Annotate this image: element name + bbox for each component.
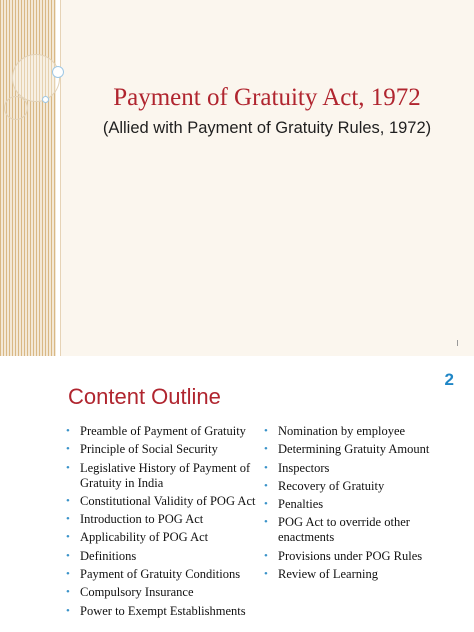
outline-item xyxy=(264,567,460,582)
outline-item-label: Power to Exempt Establishments xyxy=(80,603,246,618)
decorative-stripe-bar xyxy=(0,0,56,356)
outline-item xyxy=(66,585,266,600)
decorative-dot xyxy=(42,96,49,103)
outline-item-label: Constitutional Validity of POG Act xyxy=(80,493,256,508)
bullet-icon: • xyxy=(264,425,268,437)
outline-item-label: Provisions under POG Rules xyxy=(278,548,423,563)
outline-item xyxy=(264,461,460,476)
outline-item xyxy=(264,479,460,494)
outline-item-label: Determining Gratuity Amount xyxy=(278,442,430,457)
bullet-icon: • xyxy=(66,494,70,507)
slide-number: 2 xyxy=(444,370,454,389)
outline-item-label: Legislative History of Payment of Gratuity in India xyxy=(80,460,251,490)
bullet-icon: • xyxy=(66,443,70,456)
bullet-icon: • xyxy=(264,568,268,581)
bullet-icon: • xyxy=(264,498,268,511)
bullet-icon: • xyxy=(264,461,268,474)
outline-item-label: Review of Learning xyxy=(278,567,378,582)
outline-item-label: Principle of Social Security xyxy=(80,442,218,457)
slide-subtitle: (Allied with Payment of Gratuity Rules, 1972) xyxy=(102,119,432,137)
decorative-circle-large xyxy=(12,54,60,102)
bullet-icon: • xyxy=(66,586,70,599)
bullet-icon: • xyxy=(66,461,70,474)
bullet-icon: • xyxy=(264,479,268,492)
outline-item-label: Definitions xyxy=(80,548,137,563)
content-outline-slide xyxy=(0,358,474,632)
bullet-icon: • xyxy=(66,568,70,581)
bullet-icon: • xyxy=(66,425,70,437)
decorative-ring xyxy=(52,66,64,78)
outline-item xyxy=(264,515,460,545)
outline-item xyxy=(66,442,266,457)
bullet-icon: • xyxy=(264,549,268,562)
decorative-line xyxy=(60,0,61,356)
outline-item-label: Compulsory Insurance xyxy=(80,585,194,600)
outline-item-label: Preamble of Payment of Gratuity xyxy=(80,424,246,438)
outline-item-label: Nomination by employee xyxy=(278,424,406,438)
bullet-icon: • xyxy=(264,516,268,529)
outline-item-label: POG Act to override other enactments xyxy=(278,515,410,545)
bullet-icon: • xyxy=(264,443,268,456)
page-mark xyxy=(457,340,458,346)
outline-item xyxy=(264,442,460,457)
outline-item xyxy=(264,424,460,439)
outline-item xyxy=(66,604,266,619)
outline-item xyxy=(66,512,266,527)
outline-item-label: Inspectors xyxy=(278,460,330,475)
outline-item-label: Introduction to POG Act xyxy=(80,512,204,527)
outline-item xyxy=(66,549,266,564)
bullet-icon: • xyxy=(66,604,70,617)
outline-item-label: Payment of Gratuity Conditions xyxy=(80,567,241,582)
outline-item-label: Penalties xyxy=(278,497,324,512)
outline-item-label: Recovery of Gratuity xyxy=(278,478,385,493)
bullet-icon: • xyxy=(66,531,70,544)
outline-item xyxy=(66,424,266,439)
outline-right-column xyxy=(264,424,460,585)
bullet-icon: • xyxy=(66,549,70,562)
outline-item xyxy=(66,567,266,582)
outline-item xyxy=(264,497,460,512)
outline-left-column xyxy=(66,424,266,622)
outline-item xyxy=(66,494,266,509)
outline-item xyxy=(66,461,266,491)
outline-title: Content Outline xyxy=(68,384,221,409)
outline-item xyxy=(264,549,460,564)
slide-title: Payment of Gratuity Act, 1972 xyxy=(113,84,421,111)
outline-item-label: Applicability of POG Act xyxy=(80,530,209,545)
outline-item xyxy=(66,530,266,545)
bullet-icon: • xyxy=(66,513,70,526)
decorative-circle-small xyxy=(4,96,28,120)
